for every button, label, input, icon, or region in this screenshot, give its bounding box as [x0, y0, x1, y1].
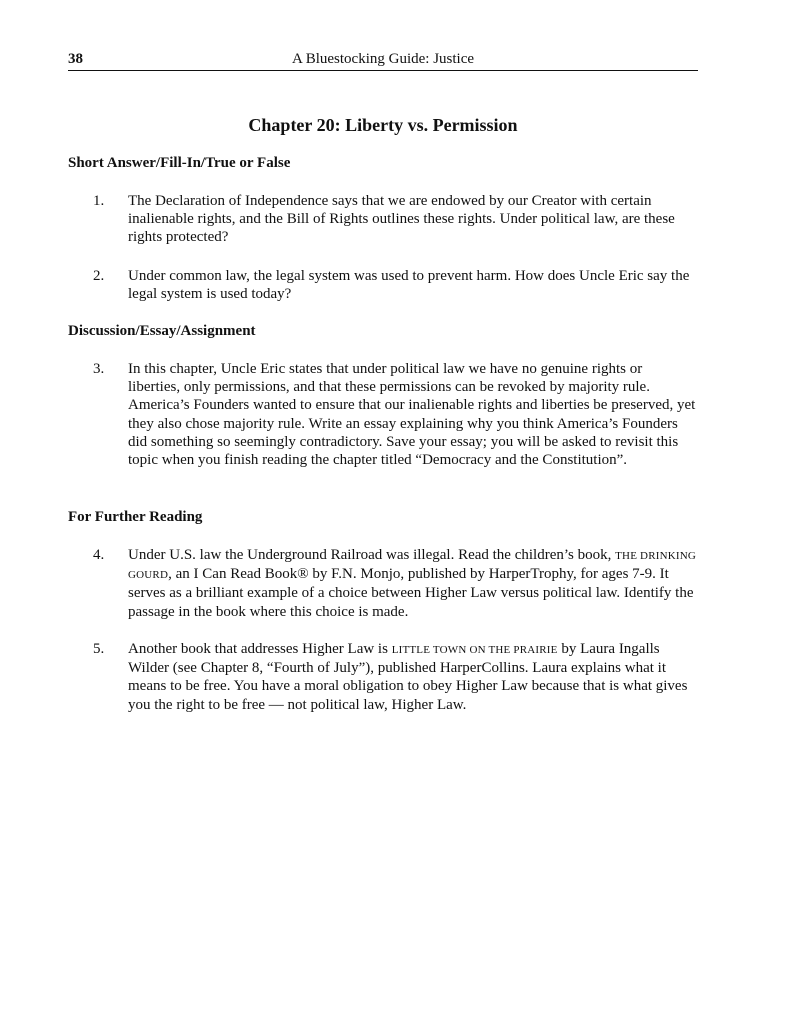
question-number: 3. [93, 361, 105, 377]
question-text-before: Another book that addresses Higher Law is [128, 641, 392, 657]
book-title: A Bluestocking Guide: Justice [291, 51, 475, 67]
question-text [128, 546, 698, 621]
book-title-small-caps: THE DRINKING GOURD [128, 550, 697, 582]
question-number: 5. [93, 641, 105, 657]
section-heading-discussion: Discussion/Essay/Assignment [68, 323, 256, 339]
question-text: Under common law, the legal system was used to prevent harm. How does Uncle Eric say the legal system is used today? [128, 268, 690, 303]
question-item-1 [93, 192, 698, 247]
section-heading-further-reading: For Further Reading [68, 509, 203, 525]
question-number: 2. [93, 268, 105, 284]
question-text [128, 640, 698, 714]
question-item-2 [93, 267, 698, 303]
page-number: 38 [68, 51, 83, 67]
question-text-after: , an I Can Read Book® by F.N. Monjo, published by HarperTrophy, for ages 7-9. It serves as a brilliant example of a choice between Higher Law versus political law. Identify the passage in the book where this choice is made. [128, 566, 694, 620]
question-text: The Declaration of Independence says that we are endowed by our Creator with certain inalienable rights, and the Bill of Rights outlines these rights. Under political law, are these rights protected? [128, 193, 675, 246]
question-text: In this chapter, Uncle Eric states that under political law we have no genuine rights or liberties, only permissions, and that these permissions can be revoked by majority rule. America’s Founders wanted to ensure that our inalienable rights and liberties be preserved, yet they also chose majority rule. Write an essay explaining why you think America’s Founders did something so seemingly contradictory. Save your essay; you will be asked to revisit this topic when you finish reading the chapter titled “Democracy and the Constitution”. [128, 361, 696, 469]
question-item-4 [93, 546, 698, 621]
running-header [68, 50, 698, 71]
chapter-title: Chapter 20: Liberty vs. Permission [248, 115, 518, 135]
question-number: 1. [93, 193, 105, 209]
question-text-before: Under U.S. law the Underground Railroad was illegal. Read the children’s book, [128, 547, 616, 563]
section-heading-short-answer: Short Answer/Fill-In/True or False [68, 155, 291, 171]
book-title-small-caps: LITTLE TOWN ON THE PRAIRIE [391, 644, 558, 656]
question-text-after: by Laura Ingalls Wilder (see Chapter 8, “Fourth of July”), published HarperCollins. Laura explains what it means to be free. You have a moral obligation to obey Higher Law because that is what gives you the right to be free — not political law, Higher Law. [128, 641, 688, 713]
question-number: 4. [93, 547, 105, 563]
question-item-3 [93, 360, 698, 469]
question-item-5 [93, 640, 698, 714]
